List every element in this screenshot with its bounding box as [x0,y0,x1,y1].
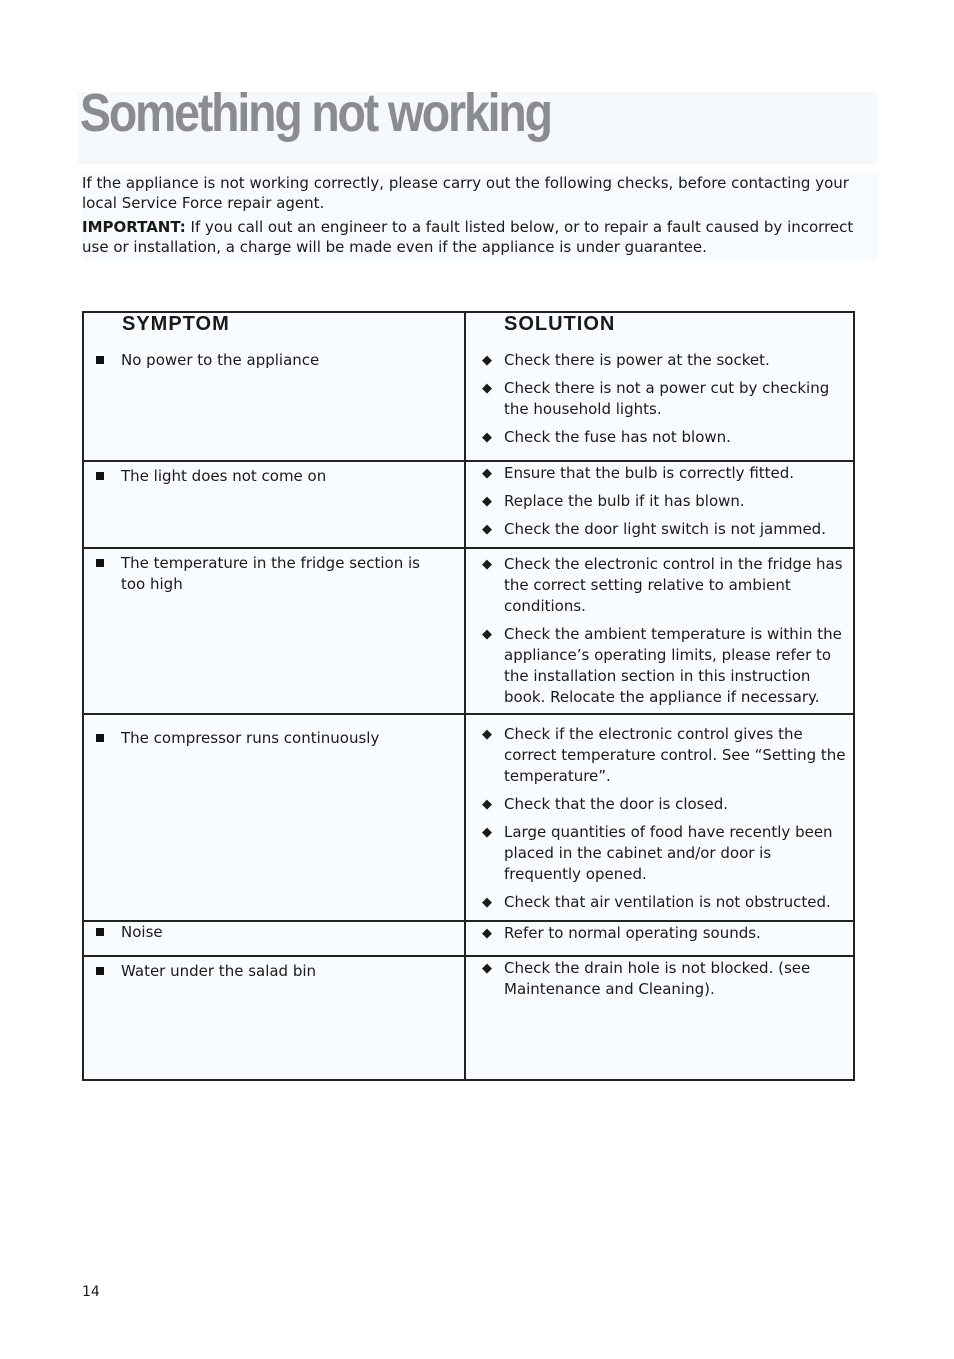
solution-item [482,892,850,913]
important-label: IMPORTANT: [82,218,186,236]
important-text: If you call out an engineer to a fault listed below, or to repair a fault caused by incorrect use or installation, a charge will be made even if the appliance is under guarantee. [82,218,854,256]
diamond-bullet-icon: ◆ [482,381,492,396]
symptom-text: The compressor runs continuously [121,729,380,747]
solution-item [482,350,850,371]
table-row-solution [482,554,850,715]
diamond-bullet-icon: ◆ [482,727,492,742]
row-divider [84,955,853,957]
table-row-solution [482,463,850,547]
table-row-symptom [96,728,446,749]
symptom-text: The temperature in the fridge section is too high [121,554,420,593]
diamond-bullet-icon: ◆ [482,961,492,976]
diamond-bullet-icon: ◆ [482,797,492,812]
diamond-bullet-icon: ◆ [482,494,492,509]
diamond-bullet-icon: ◆ [482,825,492,840]
square-bullet-icon [96,967,104,975]
solution-item [482,463,850,484]
solution-text: Check the electronic control in the fridge has the correct setting relative to ambient conditions. [504,555,843,615]
solution-text: Refer to normal operating sounds. [504,924,761,942]
solution-item [482,624,850,708]
solution-item [482,519,850,540]
table-row-solution [482,958,850,1007]
table-row-solution [482,724,850,920]
page-number: 14 [82,1284,100,1300]
solution-text: Check the ambient temperature is within the appliance’s operating limits, please refer to the installation section in this instruction book. Relocate the appliance if necessary. [504,625,842,706]
table-row-symptom [96,922,446,943]
solution-item [482,427,850,448]
table-row-symptom [96,961,446,982]
row-divider [84,460,853,462]
solution-text: Check the drain hole is not blocked. (see Maintenance and Cleaning). [504,959,811,998]
row-divider [84,547,853,549]
solution-item [482,724,850,787]
table-row-solution [482,350,850,455]
column-divider [464,313,466,1079]
diamond-bullet-icon: ◆ [482,522,492,537]
symptom-text: Noise [121,923,163,941]
important-paragraph [82,217,878,257]
solution-text: Check the door light switch is not jammed. [504,520,826,538]
troubleshooting-table [82,311,855,1081]
solution-item [482,491,850,512]
symptom-text: No power to the appliance [121,351,320,369]
solution-item [482,554,850,617]
solution-text: Ensure that the bulb is correctly fitted. [504,464,795,482]
square-bullet-icon [96,559,104,567]
square-bullet-icon [96,928,104,936]
solution-text: Check that air ventilation is not obstructed. [504,893,831,911]
solution-text: Replace the bulb if it has blown. [504,492,745,510]
page-title: Something not working [80,83,551,143]
solution-item [482,958,850,1000]
symptom-text: The light does not come on [121,467,327,485]
diamond-bullet-icon: ◆ [482,627,492,642]
symptom-header: SYMPTOM [122,313,230,335]
square-bullet-icon [96,472,104,480]
solution-item [482,923,850,944]
solution-text: Check the fuse has not blown. [504,428,731,446]
solution-item [482,794,850,815]
solution-text: Check there is power at the socket. [504,351,770,369]
intro-paragraph: If the appliance is not working correctly, please carry out the following checks, before contacting your local Service Force repair agent. [82,174,849,212]
solution-text: Check that the door is closed. [504,795,729,813]
diamond-bullet-icon: ◆ [482,895,492,910]
square-bullet-icon [96,356,104,364]
solution-text: Check there is not a power cut by checking the household lights. [504,379,830,418]
table-row-symptom [96,553,446,595]
intro-text [82,173,878,261]
solution-item [482,822,850,885]
table-row-symptom [96,350,446,371]
square-bullet-icon [96,734,104,742]
table-row-solution [482,923,850,951]
diamond-bullet-icon: ◆ [482,926,492,941]
diamond-bullet-icon: ◆ [482,466,492,481]
solution-text: Large quantities of food have recently been placed in the cabinet and/or door is frequently opened. [504,823,833,883]
table-row-symptom [96,466,446,487]
diamond-bullet-icon: ◆ [482,353,492,368]
diamond-bullet-icon: ◆ [482,557,492,572]
solution-item [482,378,850,420]
symptom-text: Water under the salad bin [121,962,317,980]
solution-header: SOLUTION [504,313,616,335]
solution-text: Check if the electronic control gives the correct temperature control. See “Setting the temperature”. [504,725,846,785]
diamond-bullet-icon: ◆ [482,430,492,445]
